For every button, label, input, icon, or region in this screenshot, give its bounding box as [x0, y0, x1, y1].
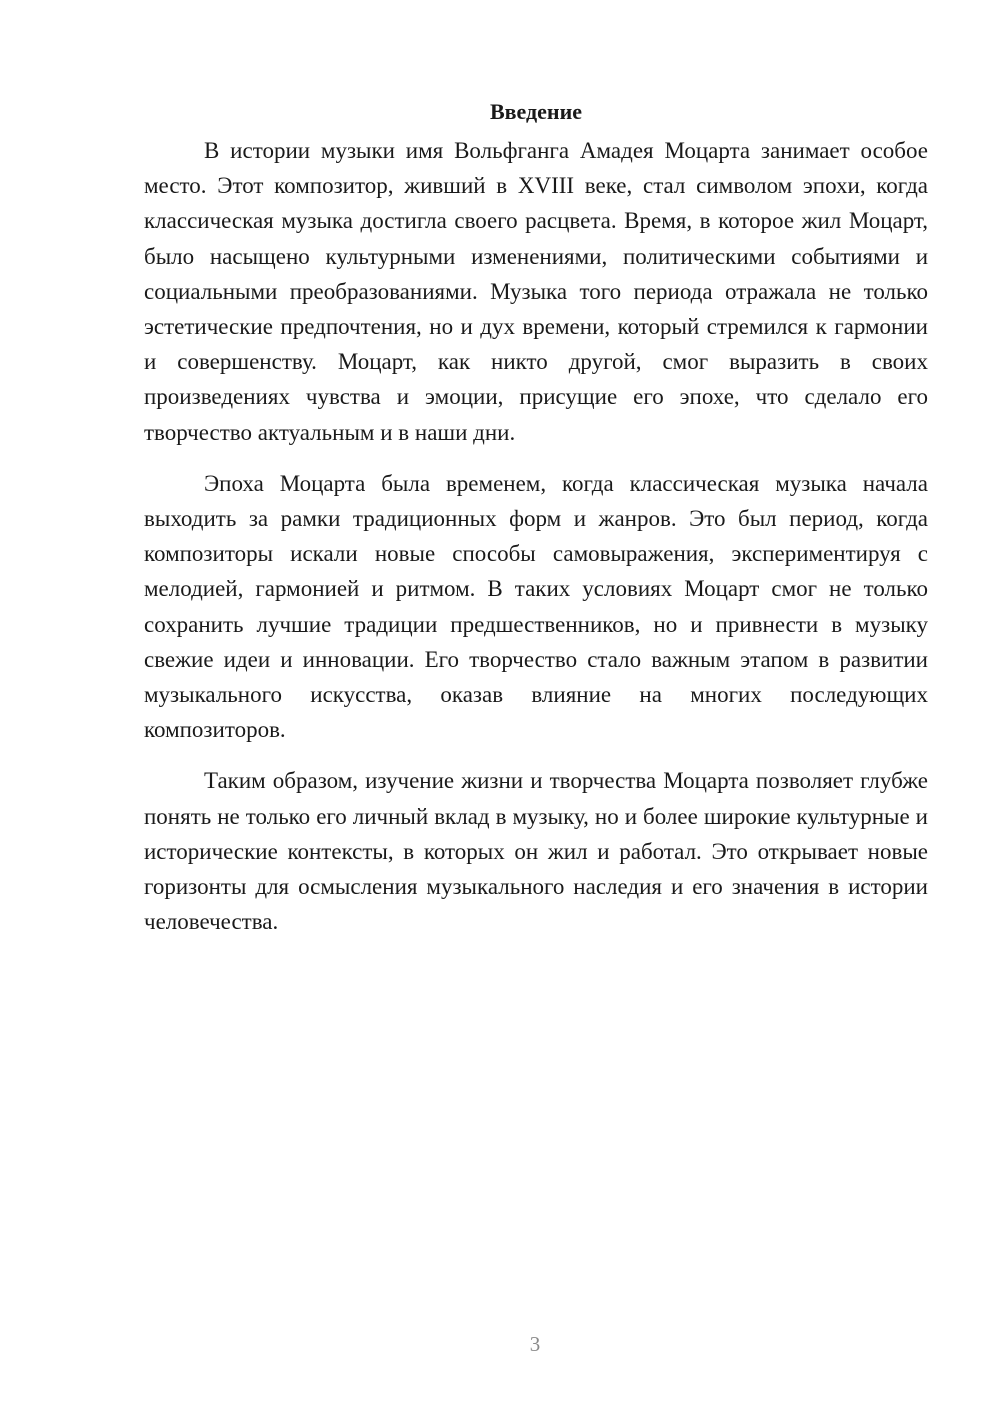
paragraph: В истории музыки имя Вольфганга Амадея Моцарта занимает особое место. Этот композитор, живший в XVIII веке, стал символом эпохи, когда классическая музыка достигла своего расцвета. Время, в которое жил Моцарт, было насыщено культурными изменениями, политическими событиями и социальными преобразованиями. Музыка того периода отражала не только эстетические предпочтения, но и дух времени, который стремился к гармонии и совершенству. Моцарт, как никто другой, смог выразить в своих произведениях чувства и эмоции, присущие его эпохе, что сделало его творчество актуальным и в наши дни.: [144, 138, 928, 445]
section-heading: Введение: [489, 99, 583, 124]
page-content: [144, 94, 928, 939]
paragraph: Эпоха Моцарта была временем, когда классическая музыка начала выходить за рамки традиционных форм и жанров. Это был период, когда композиторы искали новые способы самовыражения, экспериментируя с мелодией, гармонией и ритмом. В таких условиях Моцарт смог не только сохранить лучшие традиции предшественников, но и привнести в музыку свежие идеи и инновации. Его творчество стало важным этапом в развитии музыкального искусства, оказав влияние на многих последующих композиторов.: [144, 470, 928, 743]
paragraph: Таким образом, изучение жизни и творчества Моцарта позволяет глубже понять не только его личный вклад в музыку, но и более широкие культурные и исторические контексты, в которых он жил и работал. Это открывает новые горизонты для осмысления музыкального наследия и его значения в истории человечества.: [144, 768, 928, 935]
page-number: 3: [529, 1332, 541, 1356]
